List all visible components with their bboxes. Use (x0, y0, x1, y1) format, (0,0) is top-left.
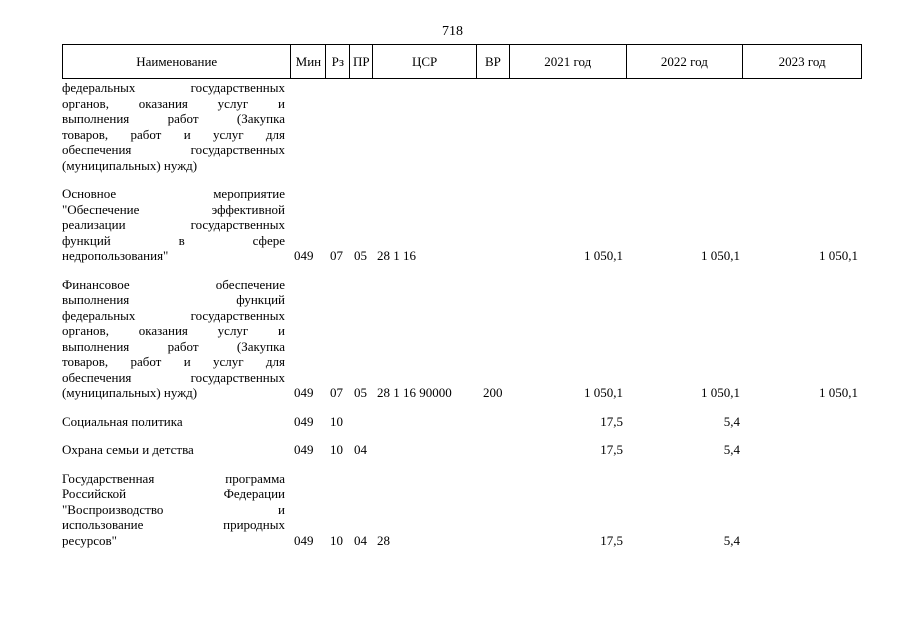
header-min: Мин (291, 45, 326, 78)
cell-2021: 1 050,1 (584, 385, 623, 400)
cell-name-line: товаров, работ и услуг для (62, 126, 285, 142)
cell-name-line: федеральных государственных (62, 307, 285, 323)
cell-name (62, 414, 291, 430)
cell-csr: 28 1 16 (377, 248, 416, 263)
cell-2021: 1 050,1 (584, 248, 623, 263)
cell-rz: 07 (330, 385, 343, 400)
cell-csr: 28 (377, 532, 390, 548)
cell-min: 049 (294, 248, 314, 263)
table-row (62, 277, 862, 401)
table-row (62, 186, 862, 264)
cell-name-line: обеспечения государственных (62, 142, 285, 157)
cell-name-line: ресурсов" (62, 532, 117, 548)
cell-name-line: "Воспроизводство и (62, 501, 285, 517)
header-vr: ВР (477, 45, 510, 78)
cell-name-line: "Обеспечение эффективной (62, 201, 285, 217)
cell-2022: 1 050,1 (701, 385, 740, 400)
cell-name-line: органов, оказания услуг и (62, 95, 285, 111)
cell-rz: 10 (330, 442, 343, 457)
cell-name-line: Охрана семьи и детства (62, 442, 194, 457)
cell-min: 049 (294, 532, 314, 548)
cell-min: 049 (294, 385, 314, 400)
cell-2022: 5,4 (723, 442, 740, 457)
cell-2022: 5,4 (723, 532, 740, 548)
cell-2022: 5,4 (723, 413, 740, 429)
cell-rz: 10 (330, 413, 343, 429)
cell-name-line: Социальная политика (62, 413, 183, 429)
cell-2021: 17,5 (600, 442, 623, 457)
cell-min: 049 (294, 413, 314, 429)
cell-name-line: Финансовое обеспечение (62, 276, 285, 292)
cell-name-line: недропользования" (62, 248, 169, 263)
header-2023: 2023 год (778, 53, 826, 69)
cell-2022: 1 050,1 (701, 248, 740, 263)
header-name: Наименование (63, 45, 291, 78)
cell-vr: 200 (483, 385, 503, 400)
cell-name (62, 442, 291, 458)
cell-name-line: Российской Федерации (62, 486, 285, 501)
cell-name-line: выполнения функций (62, 292, 285, 307)
table-row (62, 80, 862, 173)
cell-name-line: выполнения работ (Закупка (62, 338, 285, 354)
cell-rz: 10 (330, 532, 343, 548)
cell-2023: 1 050,1 (819, 248, 858, 263)
header-pr: ПР (350, 45, 373, 78)
table-header (62, 44, 862, 79)
cell-2021: 17,5 (600, 413, 623, 429)
cell-name-line: (муниципальных) нужд) (62, 385, 198, 400)
cell-name-line: Основное мероприятие (62, 186, 285, 201)
cell-name-line: использование природных (62, 517, 285, 532)
header-2021: 2021 год (510, 45, 627, 78)
header-rz: Рз (326, 45, 350, 78)
cell-min: 049 (294, 442, 314, 457)
cell-pr: 04 (354, 532, 367, 548)
cell-name-line: выполнения работ (Закупка (62, 111, 285, 126)
table-row (62, 442, 862, 458)
page-number: 718 (442, 24, 463, 39)
cell-name (62, 186, 291, 264)
cell-name-line: функций в сфере (62, 232, 285, 248)
cell-name (62, 471, 291, 549)
cell-pr: 05 (354, 385, 367, 400)
cell-name-line: федеральных государственных (62, 80, 285, 95)
cell-name-line: реализации государственных (62, 217, 285, 232)
table-row (62, 414, 862, 430)
cell-csr: 28 1 16 90000 (377, 385, 452, 400)
cell-name-line: органов, оказания услуг и (62, 323, 285, 338)
cell-name-line: товаров, работ и услуг для (62, 354, 285, 369)
table-row (62, 471, 862, 549)
table-body (62, 80, 862, 561)
cell-pr: 05 (354, 248, 367, 263)
cell-name-line: обеспечения государственных (62, 369, 285, 385)
cell-name (62, 277, 291, 401)
cell-name-line: (муниципальных) нужд) (62, 157, 198, 173)
header-2022: 2022 год (627, 45, 744, 78)
cell-2021: 17,5 (600, 532, 623, 548)
cell-name (62, 80, 291, 173)
cell-2023: 1 050,1 (819, 385, 858, 400)
header-csr: ЦСР (373, 45, 477, 78)
cell-name-line: Государственная программа (62, 470, 285, 486)
cell-pr: 04 (354, 442, 367, 457)
cell-rz: 07 (330, 248, 343, 263)
